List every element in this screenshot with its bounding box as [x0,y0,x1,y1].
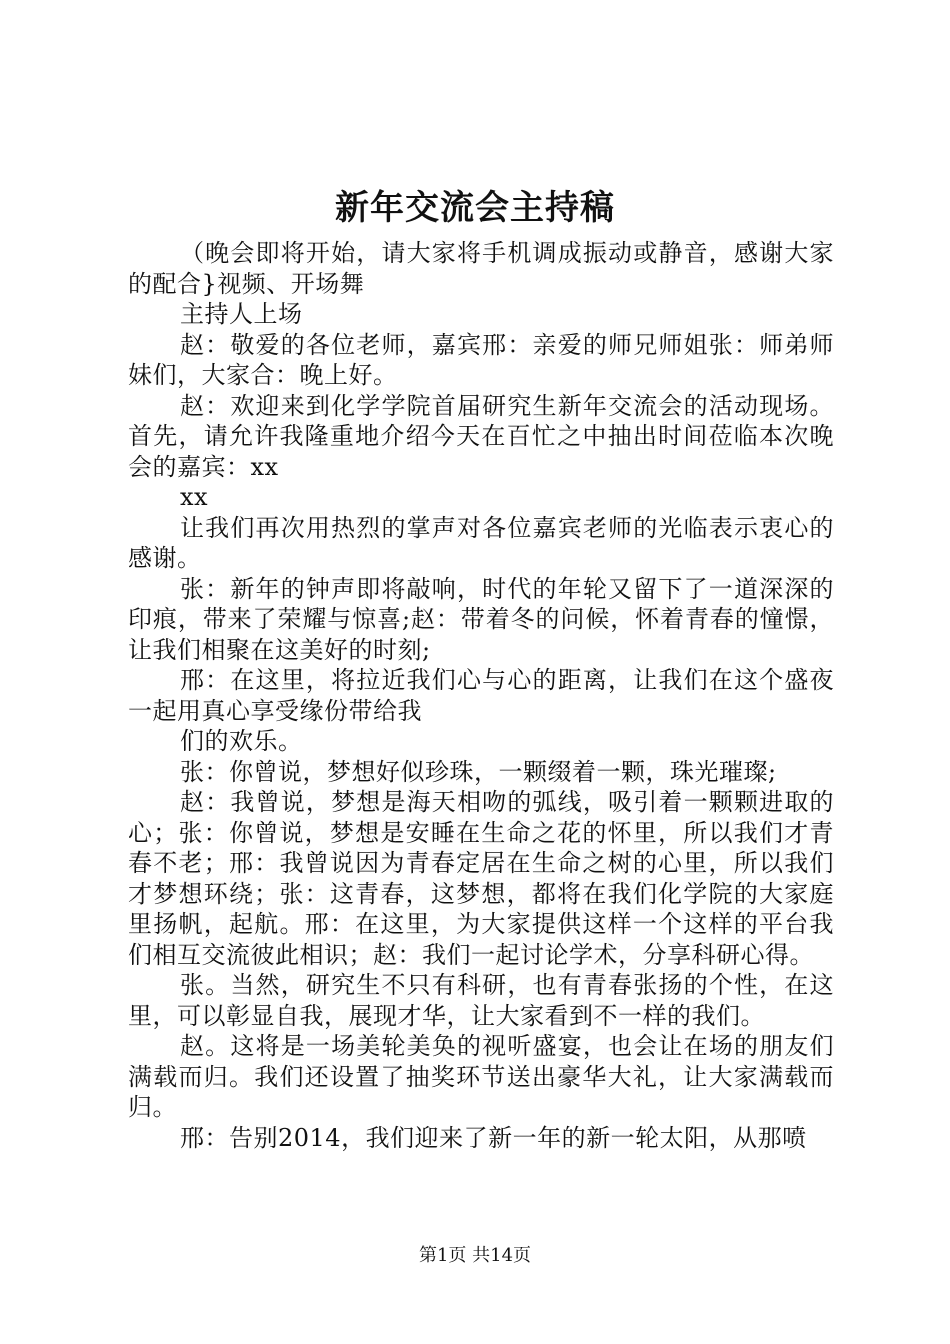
paragraph: 邢：在这里，将拉近我们心与心的距离，让我们在这个盛夜一起用真心享受缘份带给我 [128,666,834,725]
paragraph: 让我们再次用热烈的掌声对各位嘉宾老师的光临表示衷心的感谢。 [128,513,834,572]
paragraph: 赵：敬爱的各位老师，嘉宾邢：亲爱的师兄师姐张：师弟师妹们，大家合：晚上好。 [128,330,834,389]
paragraph: 邢：告别2014，我们迎来了新一年的新一轮太阳，从那喷 [180,1123,807,1152]
document-body [128,238,834,1153]
paragraph: 们的欢乐。 [180,727,303,755]
paragraph: 张：你曾说，梦想好似珍珠，一颗缀着一颗，珠光璀璨; [180,757,777,786]
paragraph: （晚会即将开始，请大家将手机调成振动或静音，感谢大家的配合}视频、开场舞 [128,239,834,298]
paragraph: 张。当然，研究生不只有科研，也有青春张扬的个性，在这里，可以彰显自我，展现才华，让大家看到不一样的我们。 [128,971,834,1030]
paragraph: 赵：欢迎来到化学学院首届研究生新年交流会的活动现场。首先，请允许我隆重地介绍今天在百忙之中抽出时间莅临本次晚会的嘉宾：xx [128,391,834,481]
document-title: 新年交流会主持稿 [335,188,615,228]
paragraph: 赵。这将是一场美轮美奂的视听盛宴，也会让在场的朋友们满载而归。我们还设置了抽奖环节送出豪华大礼，让大家满载而归。 [128,1032,834,1121]
paragraph: 主持人上场 [180,300,303,328]
paragraph: 张：新年的钟声即将敲响，时代的年轮又留下了一道深深的印痕，带来了荣耀与惊喜;赵：带着冬的问候，怀着青春的憧憬，让我们相聚在这美好的时刻; [128,574,834,664]
page-footer: 第1页 共14页 [418,1245,532,1266]
paragraph: xx [180,483,209,511]
paragraph: 赵：我曾说，梦想是海天相吻的弧线，吸引着一颗颗进取的心；张：你曾说，梦想是安睡在生命之花的怀里，所以我们才青春不老；邢：我曾说因为青春定居在生命之树的心里，所以我们才梦想环绕；张：这青春，这梦想，都将在我们化学院的大家庭里扬帆，起航。邢：在这里，为大家提供这样一个这样的平台我们相互交流彼此相识；赵：我们一起讨论学术，分享科研心得。 [128,788,834,969]
